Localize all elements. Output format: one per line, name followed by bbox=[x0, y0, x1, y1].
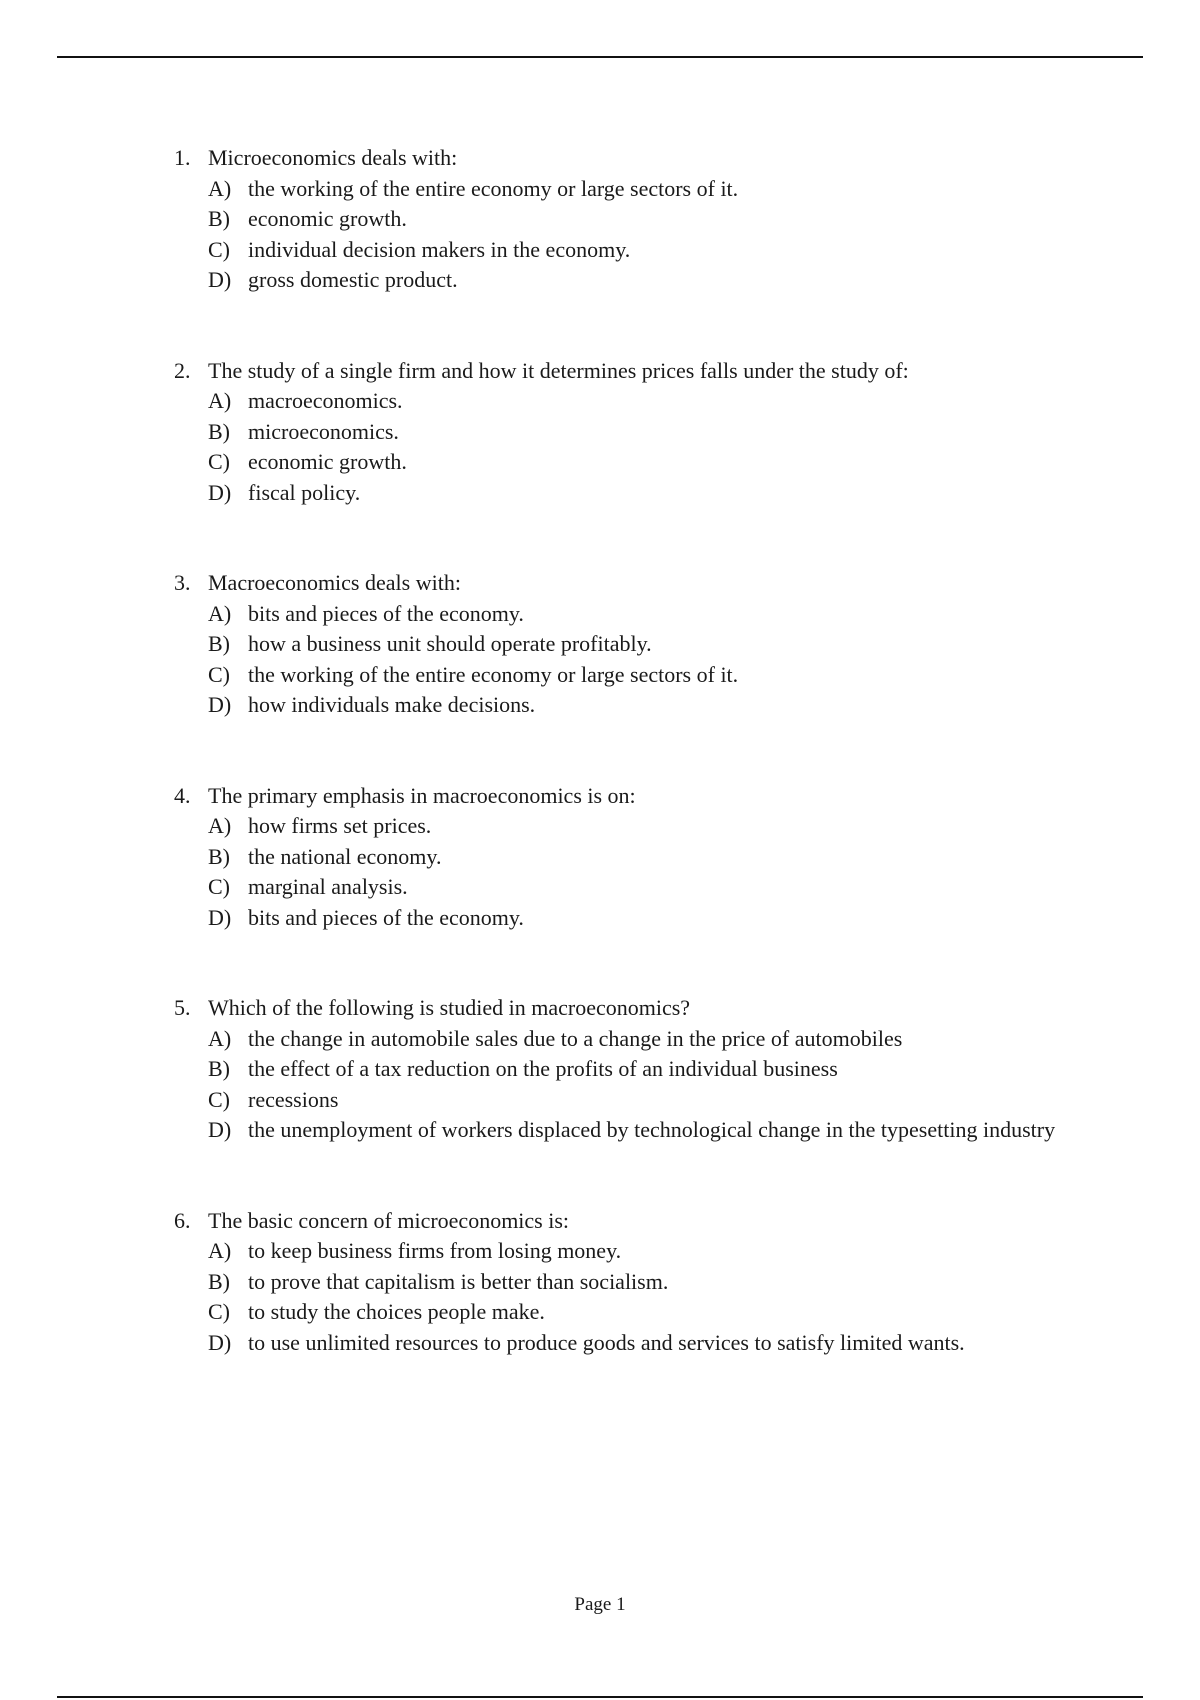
option-text: gross domestic product. bbox=[248, 267, 458, 292]
option-a bbox=[208, 1024, 1074, 1055]
option-letter: B) bbox=[208, 1268, 230, 1294]
option-b bbox=[208, 629, 1074, 660]
question-6 bbox=[174, 1206, 1074, 1419]
option-letter: A) bbox=[208, 600, 232, 626]
option-a bbox=[208, 599, 1074, 630]
option-a bbox=[208, 174, 1074, 205]
option-letter: B) bbox=[208, 418, 230, 444]
question-number: 5. bbox=[174, 995, 191, 1020]
question-1 bbox=[174, 143, 1074, 356]
question-4 bbox=[174, 781, 1074, 994]
question-list bbox=[174, 143, 1074, 1418]
question-stem bbox=[174, 993, 1074, 1024]
option-text: the effect of a tax reduction on the profits of an individual business bbox=[248, 1056, 838, 1081]
option-letter: A) bbox=[208, 388, 232, 413]
option-letter: D) bbox=[208, 692, 232, 717]
question-text: The study of a single firm and how it determines prices falls under the study of: bbox=[208, 357, 909, 383]
option-list bbox=[208, 811, 1074, 933]
question-stem bbox=[174, 143, 1074, 174]
option-list bbox=[208, 599, 1074, 721]
option-text: marginal analysis. bbox=[248, 874, 408, 899]
option-text: how individuals make decisions. bbox=[248, 692, 536, 717]
option-text: to study the choices people make. bbox=[248, 1299, 545, 1324]
option-letter: B) bbox=[208, 1056, 230, 1081]
option-text: microeconomics. bbox=[248, 418, 399, 444]
option-letter: C) bbox=[208, 874, 230, 899]
option-list bbox=[208, 1024, 1074, 1146]
option-letter: D) bbox=[208, 1329, 232, 1355]
question-stem bbox=[174, 568, 1074, 599]
option-text: economic growth. bbox=[248, 206, 407, 231]
question-number: 2. bbox=[174, 357, 191, 383]
top-rule bbox=[57, 56, 1143, 58]
option-letter: C) bbox=[208, 1299, 230, 1324]
option-a bbox=[208, 386, 1074, 417]
question-text: Which of the following is studied in macroeconomics? bbox=[208, 995, 691, 1020]
question-number: 3. bbox=[174, 570, 191, 595]
option-b bbox=[208, 1267, 1074, 1298]
question-3 bbox=[174, 568, 1074, 781]
option-text: the change in automobile sales due to a change in the price of automobiles bbox=[248, 1025, 903, 1051]
question-stem bbox=[174, 356, 1074, 387]
option-text: economic growth. bbox=[248, 449, 407, 474]
option-d bbox=[208, 690, 1074, 721]
option-text: the working of the entire economy or large sectors of it. bbox=[248, 175, 739, 201]
option-c bbox=[208, 872, 1074, 903]
option-c bbox=[208, 447, 1074, 478]
option-c bbox=[208, 1297, 1074, 1328]
option-b bbox=[208, 842, 1074, 873]
question-text: The basic concern of microeconomics is: bbox=[208, 1207, 570, 1233]
option-letter: D) bbox=[208, 267, 232, 292]
option-letter: D) bbox=[208, 904, 232, 930]
option-d bbox=[208, 1115, 1074, 1146]
option-list bbox=[208, 1236, 1074, 1358]
option-text: recessions bbox=[248, 1086, 339, 1112]
question-text: The primary emphasis in macroeconomics is on: bbox=[208, 782, 636, 808]
option-d bbox=[208, 478, 1074, 509]
option-b bbox=[208, 1054, 1074, 1085]
option-text: the working of the entire economy or large sectors of it. bbox=[248, 661, 739, 687]
option-c bbox=[208, 235, 1074, 266]
option-b bbox=[208, 417, 1074, 448]
option-text: bits and pieces of the economy. bbox=[248, 600, 524, 626]
option-text: fiscal policy. bbox=[248, 479, 361, 505]
option-letter: C) bbox=[208, 449, 230, 474]
option-letter: B) bbox=[208, 206, 230, 231]
option-text: macroeconomics. bbox=[248, 388, 403, 413]
option-text: the national economy. bbox=[248, 843, 442, 869]
option-text: to use unlimited resources to produce goods and services to satisfy limited wants. bbox=[248, 1329, 965, 1355]
option-letter: A) bbox=[208, 1238, 232, 1263]
option-list bbox=[208, 386, 1074, 508]
option-a bbox=[208, 811, 1074, 842]
option-text: individual decision makers in the economy. bbox=[248, 236, 631, 262]
option-letter: C) bbox=[208, 236, 230, 262]
option-text: bits and pieces of the economy. bbox=[248, 904, 524, 930]
option-text: how a business unit should operate profitably. bbox=[248, 631, 652, 656]
option-letter: D) bbox=[208, 479, 232, 505]
option-letter: D) bbox=[208, 1117, 232, 1142]
question-text: Microeconomics deals with: bbox=[208, 145, 458, 170]
option-text: to prove that capitalism is better than socialism. bbox=[248, 1268, 669, 1294]
option-letter: C) bbox=[208, 1086, 230, 1112]
option-b bbox=[208, 204, 1074, 235]
question-text: Macroeconomics deals with: bbox=[208, 570, 461, 595]
option-c bbox=[208, 660, 1074, 691]
option-letter: B) bbox=[208, 631, 230, 656]
option-d bbox=[208, 903, 1074, 934]
option-letter: B) bbox=[208, 843, 230, 869]
option-letter: C) bbox=[208, 661, 230, 687]
question-number: 1. bbox=[174, 145, 191, 170]
question-number: 6. bbox=[174, 1207, 191, 1233]
option-letter: A) bbox=[208, 1025, 232, 1051]
option-letter: A) bbox=[208, 175, 232, 201]
question-stem bbox=[174, 781, 1074, 812]
question-5 bbox=[174, 993, 1074, 1206]
option-d bbox=[208, 265, 1074, 296]
question-number: 4. bbox=[174, 782, 191, 808]
option-d bbox=[208, 1328, 1074, 1359]
option-a bbox=[208, 1236, 1074, 1267]
question-stem bbox=[174, 1206, 1074, 1237]
option-c bbox=[208, 1085, 1074, 1116]
option-text: the unemployment of workers displaced by technological change in the typesetting industry bbox=[248, 1117, 1056, 1142]
bottom-rule bbox=[57, 1696, 1143, 1698]
option-letter: A) bbox=[208, 813, 232, 838]
option-list bbox=[208, 174, 1074, 296]
page-number: Page 1 bbox=[574, 1594, 626, 1615]
question-2 bbox=[174, 356, 1074, 569]
option-text: how firms set prices. bbox=[248, 813, 432, 838]
option-text: to keep business firms from losing money. bbox=[248, 1238, 622, 1263]
